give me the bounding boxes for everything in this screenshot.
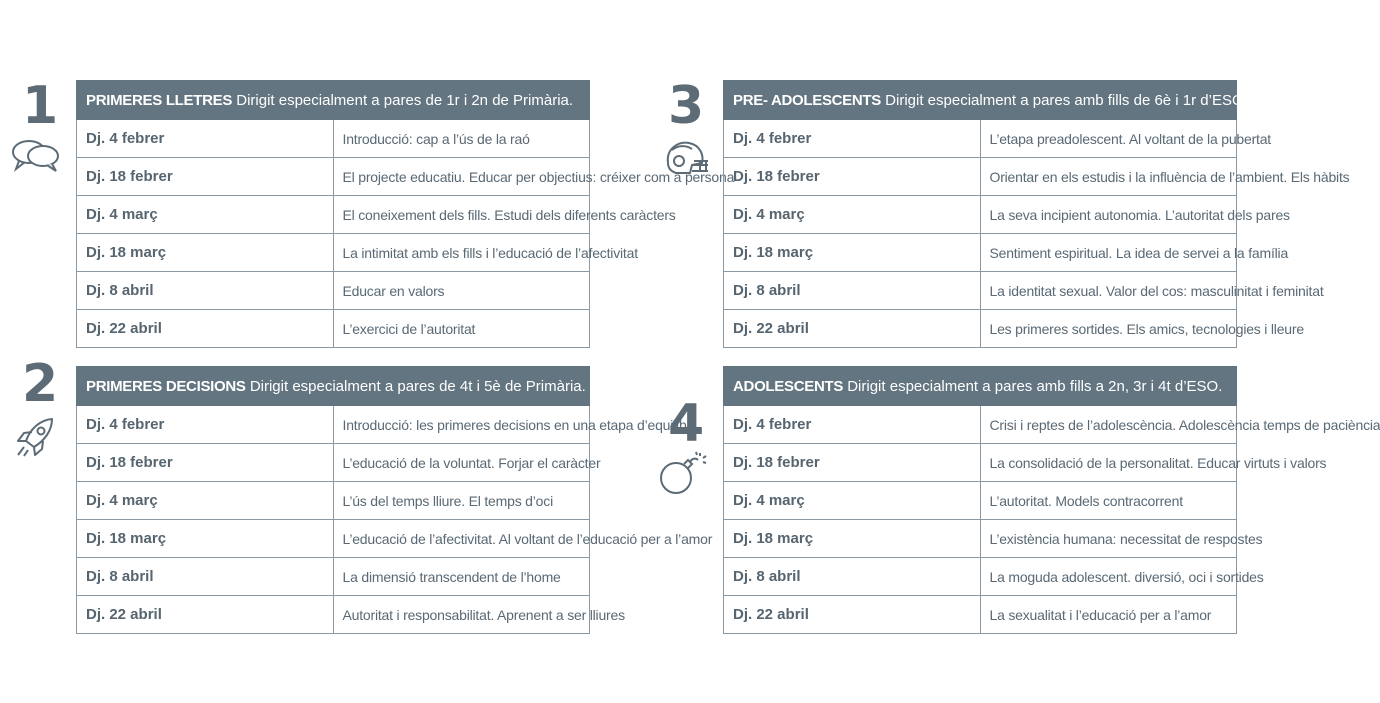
session-topic: L’ús del temps lliure. El temps d’oci: [333, 482, 590, 520]
session-topic: Orientar en els estudis i la influència de l’ambient. Els hàbits: [980, 158, 1237, 196]
block-number-4: 4: [668, 394, 705, 454]
session-date: Dj. 18 març: [77, 234, 334, 272]
session-topic: L’educació de la voluntat. Forjar el caràcter: [333, 444, 590, 482]
session-topic: La identitat sexual. Valor del cos: masculinitat i feminitat: [980, 272, 1237, 310]
session-date: Dj. 4 febrer: [724, 120, 981, 158]
table-row: [724, 272, 1237, 310]
table-row: [724, 196, 1237, 234]
session-date: Dj. 8 abril: [724, 272, 981, 310]
session-topic: L’educació de l’afectivitat. Al voltant de l’educació per a l’amor: [333, 520, 590, 558]
table-row: [77, 482, 590, 520]
rocket-icon: [10, 415, 62, 459]
session-topic: La dimensió transcendent de l’home: [333, 558, 590, 596]
session-date: Dj. 18 març: [77, 520, 334, 558]
table-row: [77, 272, 590, 310]
session-topic: La seva incipient autonomia. L’autoritat dels pares: [980, 196, 1237, 234]
schedule-table-2: [76, 366, 713, 634]
schedule-table-4: [723, 366, 1380, 634]
table-title: PRIMERES DECISIONS: [86, 377, 246, 395]
session-topic: El projecte educatiu. Educar per objectius: créixer com a persona: [333, 158, 590, 196]
table-header: [77, 367, 590, 406]
table-row: [724, 596, 1237, 634]
table-row: [724, 482, 1237, 520]
session-date: Dj. 22 abril: [724, 596, 981, 634]
block-number-1: 1: [22, 76, 59, 136]
session-topic: L’existència humana: necessitat de respostes: [980, 520, 1237, 558]
session-topic: El coneixement dels fills. Estudi dels diferents caràcters: [333, 196, 590, 234]
session-topic: L’etapa preadolescent. Al voltant de la pubertat: [980, 120, 1237, 158]
session-topic: La intimitat amb els fills i l’educació de l’afectivitat: [333, 234, 590, 272]
session-topic: Sentiment espiritual. La idea de servei a la família: [980, 234, 1237, 272]
session-date: Dj. 18 març: [724, 234, 981, 272]
session-date: Dj. 18 febrer: [77, 158, 334, 196]
table-title: ADOLESCENTS: [733, 377, 844, 395]
table-row: [77, 196, 590, 234]
session-date: Dj. 4 febrer: [77, 120, 334, 158]
session-date: Dj. 4 març: [724, 482, 981, 520]
table-subtitle: Dirigit especialment a pares de 1r i 2n de Primària.: [236, 91, 574, 109]
session-topic: La moguda adolescent. diversió, oci i sortides: [980, 558, 1237, 596]
table-row: [77, 310, 590, 348]
table-subtitle: Dirigit especialment a pares amb fills de 6è i 1r d’ESO.: [885, 91, 1248, 109]
session-topic: Educar en valors: [333, 272, 590, 310]
schedule-table-3: [723, 80, 1350, 348]
table-row: [77, 406, 590, 444]
table-header: [724, 81, 1248, 120]
block-number-3: 3: [668, 76, 705, 136]
session-date: Dj. 8 abril: [77, 558, 334, 596]
table-row: [724, 406, 1237, 444]
table-row: [77, 558, 590, 596]
football-helmet-icon: [662, 137, 714, 181]
session-date: Dj. 8 abril: [77, 272, 334, 310]
speech-bubbles-icon: [10, 135, 62, 179]
session-topic: Autoritat i responsabilitat. Aprenent a ser lliures: [333, 596, 590, 634]
block-number-2: 2: [22, 354, 59, 414]
session-date: Dj. 18 febrer: [724, 158, 981, 196]
session-date: Dj. 22 abril: [724, 310, 981, 348]
session-topic: L’exercici de l’autoritat: [333, 310, 590, 348]
table-title: PRIMERES LLETRES: [86, 91, 233, 109]
table-row: [77, 158, 590, 196]
table-row: [724, 558, 1237, 596]
table-row: [724, 310, 1237, 348]
schedule-table-1: [76, 80, 735, 348]
bomb-icon: [656, 452, 708, 496]
session-date: Dj. 22 abril: [77, 596, 334, 634]
table-row: [77, 120, 590, 158]
session-date: Dj. 22 abril: [77, 310, 334, 348]
table-header: [724, 367, 1237, 406]
session-topic: Crisi i reptes de l’adolescència. Adolescència temps de paciència: [980, 406, 1237, 444]
table-row: [77, 444, 590, 482]
session-topic: L’autoritat. Models contracorrent: [980, 482, 1237, 520]
table-subtitle: Dirigit especialment a pares de 4t i 5è de Primària.: [249, 377, 586, 395]
session-topic: Introducció: les primeres decisions en una etapa d’equilibri: [333, 406, 590, 444]
session-topic: Introducció: cap a l’ús de la raó: [333, 120, 590, 158]
session-date: Dj. 4 febrer: [724, 406, 981, 444]
table-title: PRE- ADOLESCENTS: [733, 91, 881, 109]
session-date: Dj. 18 març: [724, 520, 981, 558]
table-header: [77, 81, 590, 120]
table-row: [77, 520, 590, 558]
session-date: Dj. 18 febrer: [724, 444, 981, 482]
session-date: Dj. 4 març: [77, 482, 334, 520]
session-date: Dj. 4 març: [724, 196, 981, 234]
session-date: Dj. 8 abril: [724, 558, 981, 596]
session-date: Dj. 4 febrer: [77, 406, 334, 444]
table-row: [77, 234, 590, 272]
table-row: [77, 596, 590, 634]
table-row: [724, 120, 1237, 158]
table-row: [724, 158, 1237, 196]
session-date: Dj. 18 febrer: [77, 444, 334, 482]
table-subtitle: Dirigit especialment a pares amb fills a 2n, 3r i 4t d’ESO.: [847, 377, 1223, 395]
session-topic: La consolidació de la personalitat. Educar virtuts i valors: [980, 444, 1237, 482]
table-row: [724, 234, 1237, 272]
session-date: Dj. 4 març: [77, 196, 334, 234]
session-topic: Les primeres sortides. Els amics, tecnologies i lleure: [980, 310, 1237, 348]
table-row: [724, 520, 1237, 558]
session-topic: La sexualitat i l’educació per a l’amor: [980, 596, 1237, 634]
table-row: [724, 444, 1237, 482]
